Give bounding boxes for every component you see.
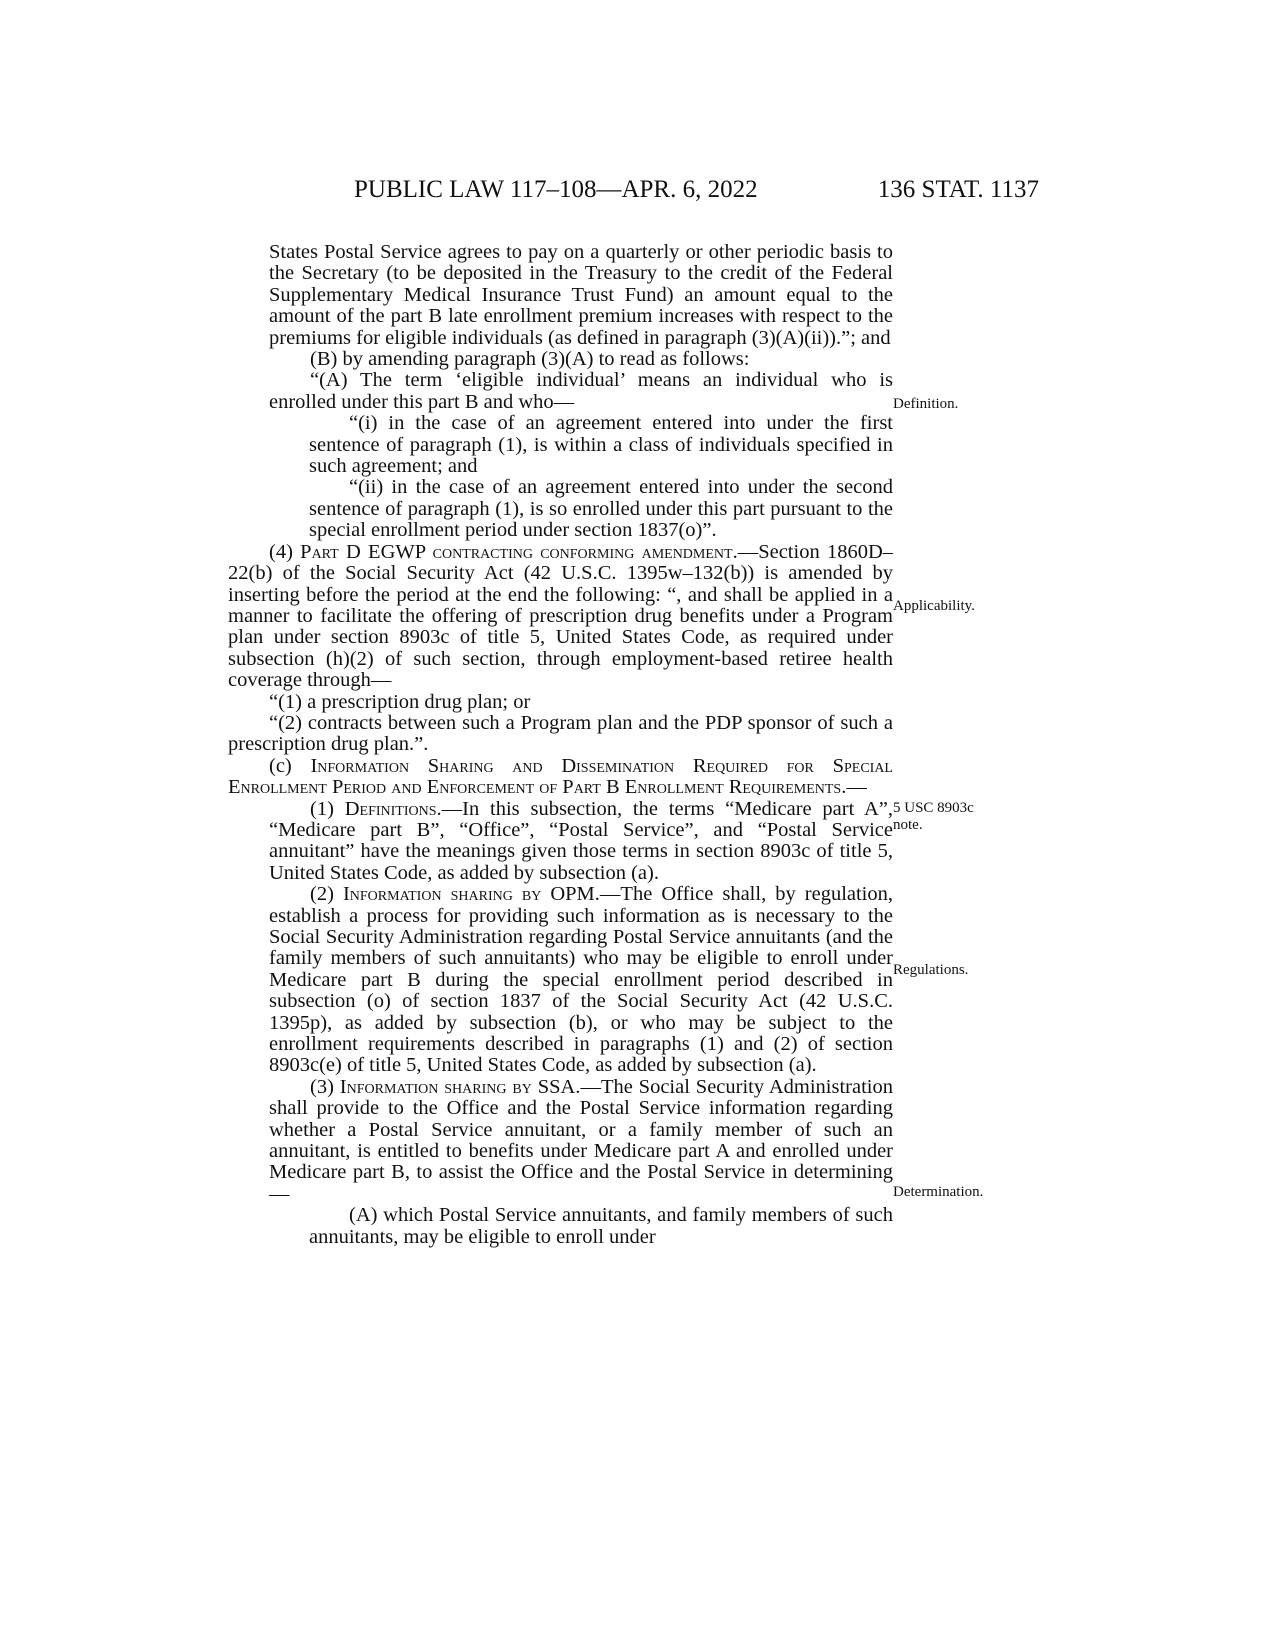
paragraph-b: (B) by amending paragraph (3)(A) to read as follows: xyxy=(310,348,750,371)
paragraph-c3 xyxy=(228,1077,893,1205)
page-number: 136 STAT. 1137 xyxy=(877,176,1039,203)
paragraph-4-text: Section 1860D–22(b) of the Social Security Act (42 U.S.C. 1395w–132(b)) is amended by inserting before the period at the end the following: “, and shall be applied in a manner to facilitate the offering of prescription drug benefits under a Program plan under section 8903c of title 5, United States Code, as required under subsection (h)(2) of such section, through employment-based retiree health coverage through— xyxy=(228,540,894,692)
paragraph-c1 xyxy=(228,799,893,885)
body-text xyxy=(228,242,893,1248)
paragraph-c2-number: (2) xyxy=(310,883,343,906)
paragraph-4 xyxy=(228,542,893,692)
subsection-c-heading: Information Sharing and Dissemination Required for Special Enrollment Period and Enforcement of Part B Enrollment Requirements.— xyxy=(228,754,893,799)
paragraph-c1-heading: Definitions. xyxy=(344,797,442,820)
page-header xyxy=(354,176,1039,210)
paragraph-c1-number: (1) xyxy=(310,797,345,820)
subparagraph-a: (A) which Postal Service annuitants, and family members of such annuitants, may be eligible to enroll under xyxy=(309,1204,893,1248)
paragraph-c1-text: —In this subsection, the terms “Medicare part A”, “Medicare part B”, “Office”, “Postal Service”, and “Postal Service annuitant” have the meanings given those terms in section 8903c of title 5, United States Code, as added by subsection (a). xyxy=(269,797,894,884)
paragraph-definition-a: “(A) The term ‘eligible individual’ means an individual who is enrolled under this part B and who— xyxy=(269,369,893,413)
margin-note-determination: Determination. xyxy=(893,1184,984,1200)
paragraph-4-heading: Part D EGWP contracting conforming amendment.— xyxy=(300,540,759,563)
clause-ii: “(ii) in the case of an agreement entered into under the second sentence of paragraph (1), is so enrolled under this part pursuant to the special enrollment period under section 1837(o)”. xyxy=(309,476,893,542)
margin-note-usc xyxy=(893,800,974,834)
paragraph-4-number: (4) xyxy=(269,540,301,563)
subsection-c xyxy=(228,756,893,799)
paragraph-c2-text: —The Office shall, by regulation, establish a process for providing such information as is necessary to the Social Security Administration regarding Postal Service annuitants (and the family members of such annuitants) who may be eligible to enroll under Medicare part B during the special enrollment period described in subsection (o) of section 1837 of the Social Security Act (42 U.S.C. 1395p), as added by subsection (b), or who may be subject to the enrollment requirements described in paragraphs (1) and (2) of section 8903c(e) of title 5, United States Code, as added by subsection (a). xyxy=(269,883,894,1077)
clause-i: “(i) in the case of an agreement entered into under the first sentence of paragraph (1), is within a class of individuals specified in such agreement; and xyxy=(309,412,893,478)
paragraph-c2 xyxy=(228,884,893,1077)
margin-note-definition: Definition. xyxy=(893,396,959,412)
paragraph-continuation: States Postal Service agrees to pay on a quarterly or other periodic basis to the Secretary (to be deposited in the Treasury to the credit of the Federal Supplementary Medical Insurance Trust Fund) an amount equal to the amount of the part B late enrollment premium increases with respect to the premiums for eligible individuals (as defined in paragraph (3)(A)(ii)).”; and xyxy=(269,241,893,349)
margin-note-regulations: Regulations. xyxy=(893,962,969,978)
margin-note-usc-line2: note. xyxy=(893,817,923,833)
paragraph-c2-heading: Information sharing by OPM. xyxy=(342,883,600,906)
paragraph-c3-number: (3) xyxy=(310,1075,340,1098)
margin-note-usc-line1: 5 USC 8903c xyxy=(893,800,974,816)
margin-note-applicability: Applicability. xyxy=(893,598,975,614)
running-head: PUBLIC LAW 117–108—APR. 6, 2022 xyxy=(354,176,758,203)
item-1: “(1) a prescription drug plan; or xyxy=(269,690,531,713)
item-2: “(2) contracts between such a Program plan and the PDP sponsor of such a prescription drug plan.”. xyxy=(228,711,893,756)
paragraph-c3-heading: Information sharing by SSA. xyxy=(339,1075,581,1098)
paragraph-c3-text: —The Social Security Administration shall provide to the Office and the Postal Service information regarding whether a Postal Service annuitant, or a family member of such an annuitant, is entitled to benefits under Medicare part A and enrolled under Medicare part B, to assist the Office and the Postal Service in determining— xyxy=(269,1075,893,1205)
subsection-c-number: (c) xyxy=(269,754,311,777)
